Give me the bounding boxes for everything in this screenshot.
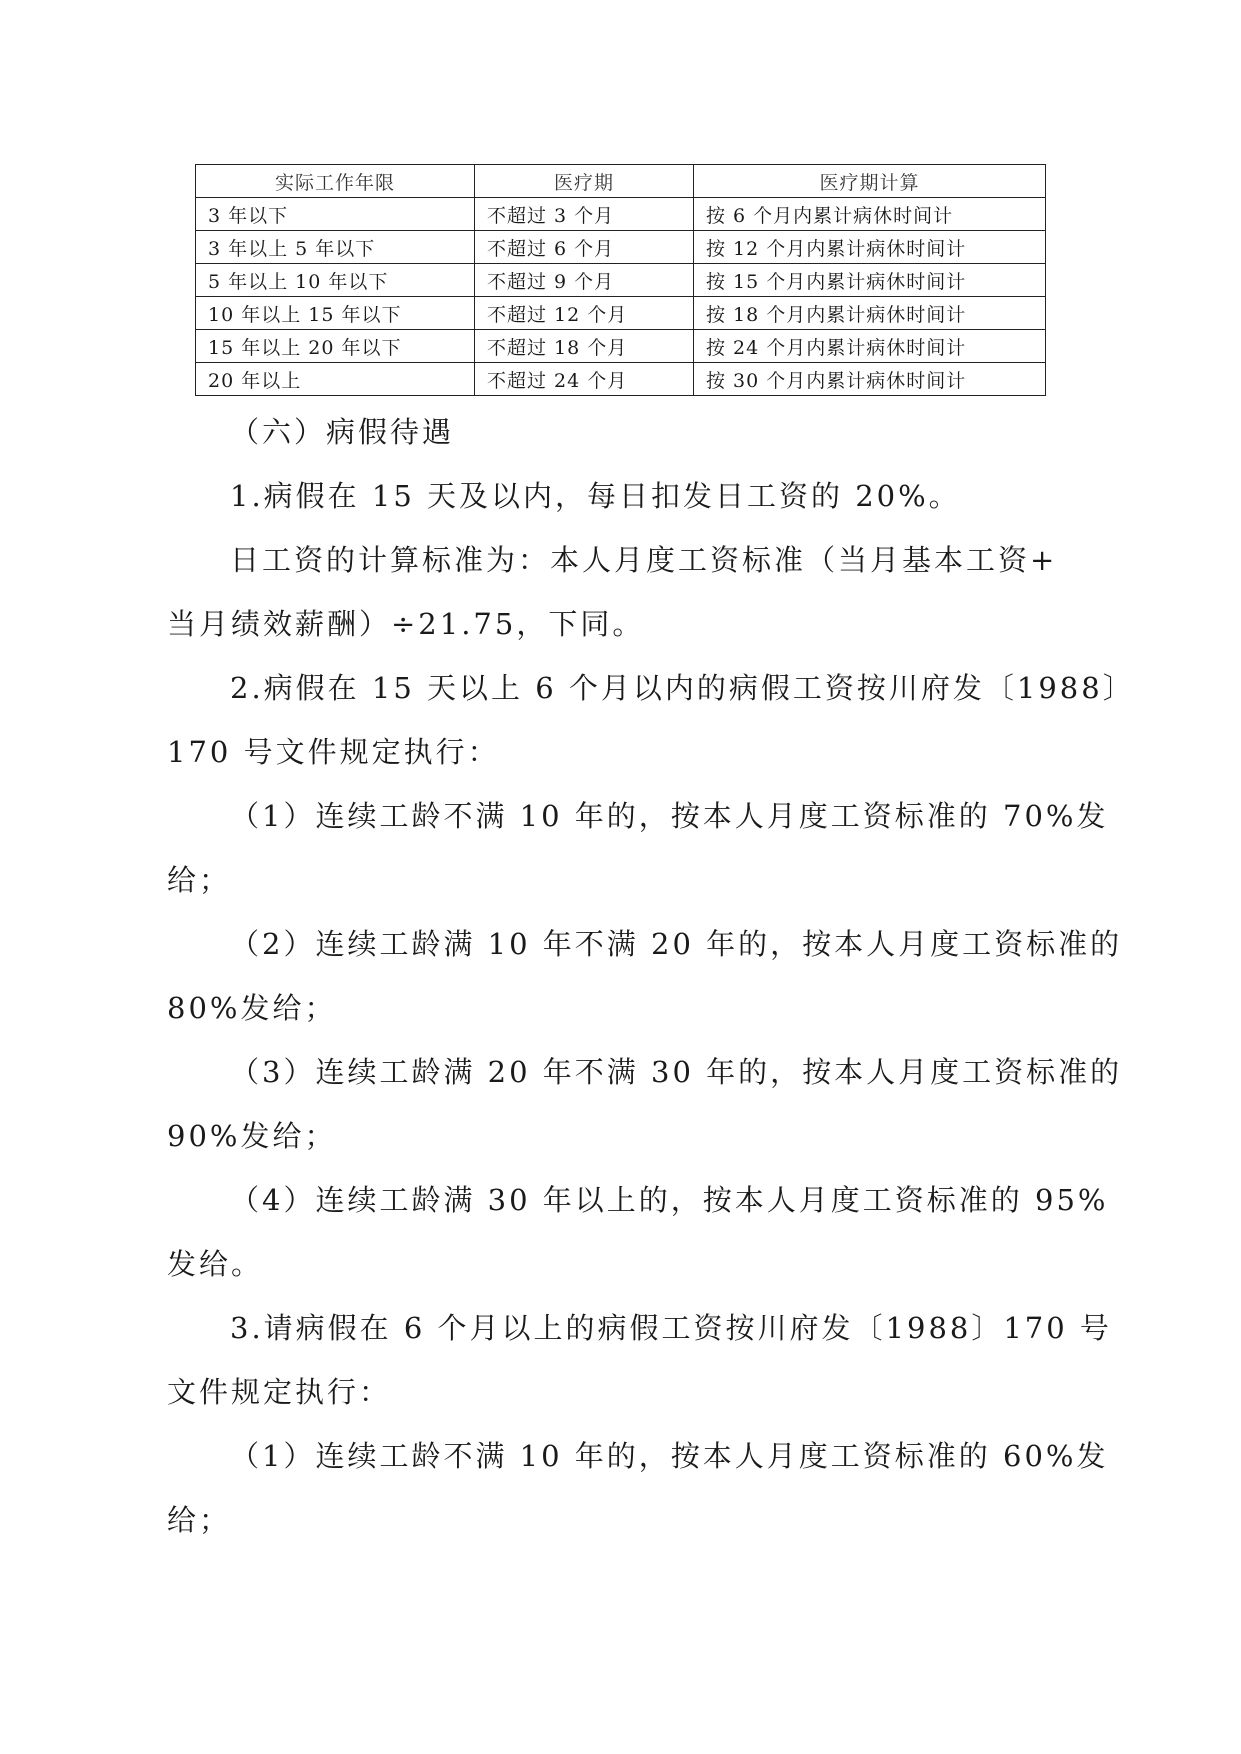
table-row [196, 330, 1046, 363]
paragraph-2-line1: 2.病假在 15 天以上 6 个月以内的病假工资按川府发〔1988〕 [230, 671, 1135, 705]
table-cell: 按 18 个月内累计病休时间计 [694, 297, 1046, 330]
paragraph-daily-wage-line2: 当月绩效薪酬）÷21.75，下同。 [167, 607, 645, 641]
table-cell: 不超过 9 个月 [475, 264, 694, 297]
list-item-2-3-line1: （3）连续工龄满 20 年不满 30 年的，按本人月度工资标准的 [230, 1055, 1123, 1089]
table-cell: 20 年以上 [196, 363, 475, 396]
list-item-2-2-line1: （2）连续工龄满 10 年不满 20 年的，按本人月度工资标准的 [230, 927, 1123, 961]
table-cell: 不超过 3 个月 [475, 198, 694, 231]
table-cell: 按 24 个月内累计病休时间计 [694, 330, 1046, 363]
list-item-3-1-line1: （1）连续工龄不满 10 年的，按本人月度工资标准的 60%发 [230, 1439, 1109, 1473]
paragraph-2-line2: 170 号文件规定执行： [167, 735, 500, 769]
table-row [196, 231, 1046, 264]
table-cell: 按 12 个月内累计病休时间计 [694, 231, 1046, 264]
medical-period-table [195, 164, 1046, 396]
list-item-2-4-line1: （4）连续工龄满 30 年以上的，按本人月度工资标准的 95% [230, 1183, 1109, 1217]
table-cell: 15 年以上 20 年以下 [196, 330, 475, 363]
header-work-years: 实际工作年限 [196, 165, 475, 198]
table-cell: 按 6 个月内累计病休时间计 [694, 198, 1046, 231]
table-row [196, 264, 1046, 297]
table-header-row [196, 165, 1046, 198]
table-row [196, 198, 1046, 231]
list-item-2-1-line2: 给； [167, 863, 232, 897]
list-item-2-4-line2: 发给。 [167, 1247, 264, 1281]
table-row [196, 297, 1046, 330]
paragraph-1: 1.病假在 15 天及以内，每日扣发日工资的 20%。 [230, 479, 961, 513]
paragraph-3-line1: 3.请病假在 6 个月以上的病假工资按川府发〔1988〕170 号 [230, 1311, 1112, 1345]
table-cell: 不超过 24 个月 [475, 363, 694, 396]
header-medical-period: 医疗期 [475, 165, 694, 198]
table-row [196, 363, 1046, 396]
table-cell: 10 年以上 15 年以下 [196, 297, 475, 330]
list-item-3-1-line2: 给； [167, 1503, 232, 1537]
table-cell: 3 年以下 [196, 198, 475, 231]
table-cell: 按 30 个月内累计病休时间计 [694, 363, 1046, 396]
table-cell: 5 年以上 10 年以下 [196, 264, 475, 297]
table-cell: 不超过 6 个月 [475, 231, 694, 264]
paragraph-daily-wage-line1: 日工资的计算标准为：本人月度工资标准（当月基本工资+ [230, 543, 1058, 577]
list-item-2-3-line2: 90%发给； [167, 1119, 337, 1153]
table-cell: 3 年以上 5 年以下 [196, 231, 475, 264]
paragraph-3-line2: 文件规定执行： [167, 1375, 392, 1409]
section-heading-sick-leave-benefits: （六）病假待遇 [230, 415, 455, 449]
header-period-calculation: 医疗期计算 [694, 165, 1046, 198]
list-item-2-1-line1: （1）连续工龄不满 10 年的，按本人月度工资标准的 70%发 [230, 799, 1109, 833]
table-cell: 不超过 12 个月 [475, 297, 694, 330]
table-cell: 不超过 18 个月 [475, 330, 694, 363]
list-item-2-2-line2: 80%发给； [167, 991, 337, 1025]
table-cell: 按 15 个月内累计病休时间计 [694, 264, 1046, 297]
